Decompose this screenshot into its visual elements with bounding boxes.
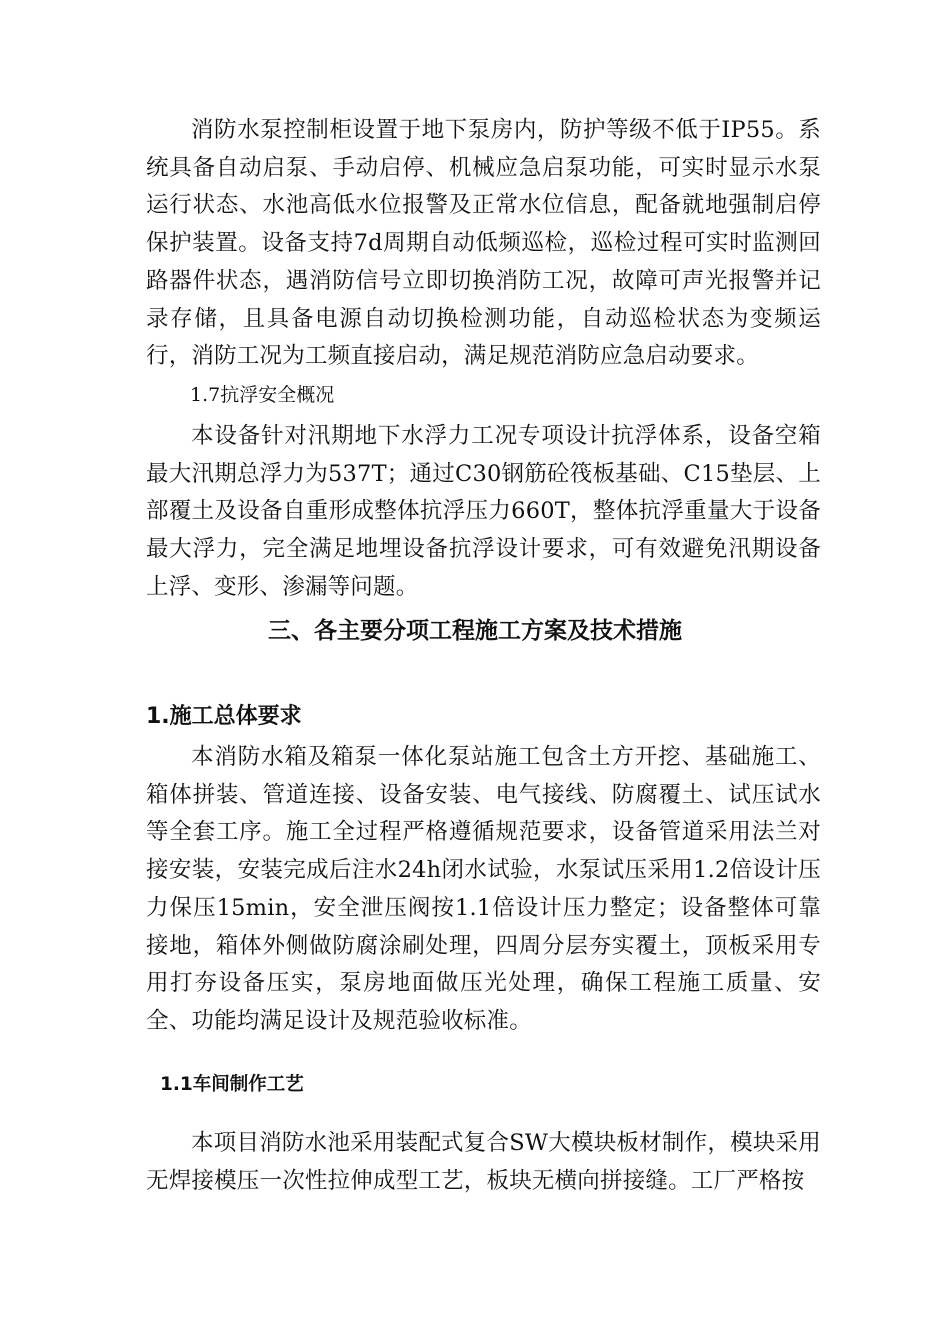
paragraph-pump-control: 消防水泵控制柜设置于地下泵房内，防护等级不低于IP55。系统具备自动启泵、手动启停、机械应急启泵功能，可实时显示水泵运行状态、水池高低水位报警及正常水位信息，配备就地强制启停保护装置。设备支持7d周期自动低频巡检，巡检过程可实时监测回路器件状态，遇消防信号立即切换消防工况，故障可声光报警并记录存储，且具备电源自动切换检测功能，自动巡检状态为变频运行，消防工况为工频直接启动，满足规范消防应急启动要求。 bbox=[146, 117, 821, 370]
paragraph-construction-requirements: 本消防水箱及箱泵一体化泵站施工包含土方开挖、基础施工、箱体拼装、管道连接、设备安装、电气接线、防腐覆土、试压试水等全套工序。施工全过程严格遵循规范要求，设备管道采用法兰对接安装，安装完成后注水24h闭水试验，水泵试压采用1.2倍设计压力保压15min，安全泄压阀按1.1倍设计压力整定；设备整体可靠接地，箱体外侧做防腐涂刷处理，四周分层夯实覆土，顶板采用专用打夯设备压实，泵房地面做压光处理，确保工程施工质量、安全、功能均满足设计及规范验收标准。 bbox=[146, 744, 821, 1034]
heading-workshop-process: 1.1车间制作工艺 bbox=[160, 1074, 304, 1095]
section-title: 三、各主要分项工程施工方案及技术措施 bbox=[268, 618, 682, 644]
paragraph-anti-float: 本设备针对汛期地下水浮力工况专项设计抗浮体系，设备空箱最大汛期总浮力为537T；通过C30钢筋砼筏板基础、C15垫层、上部覆土及设备自重形成整体抗浮压力660T，整体抗浮重量大于设备最大浮力，完全满足地埋设备抗浮设计要求，可有效避免汛期设备上浮、变形、渗漏等问题。 bbox=[146, 423, 821, 600]
heading-construction-requirements: 1.施工总体要求 bbox=[146, 704, 302, 729]
paragraph-workshop-process: 本项目消防水池采用装配式复合SW大模块板材制作，模块采用无焊接模压一次性拉伸成型工艺，板块无横向拼接缝。工厂严格按 bbox=[146, 1130, 821, 1194]
subheading-anti-float: 1.7抗浮安全概况 bbox=[190, 384, 335, 406]
